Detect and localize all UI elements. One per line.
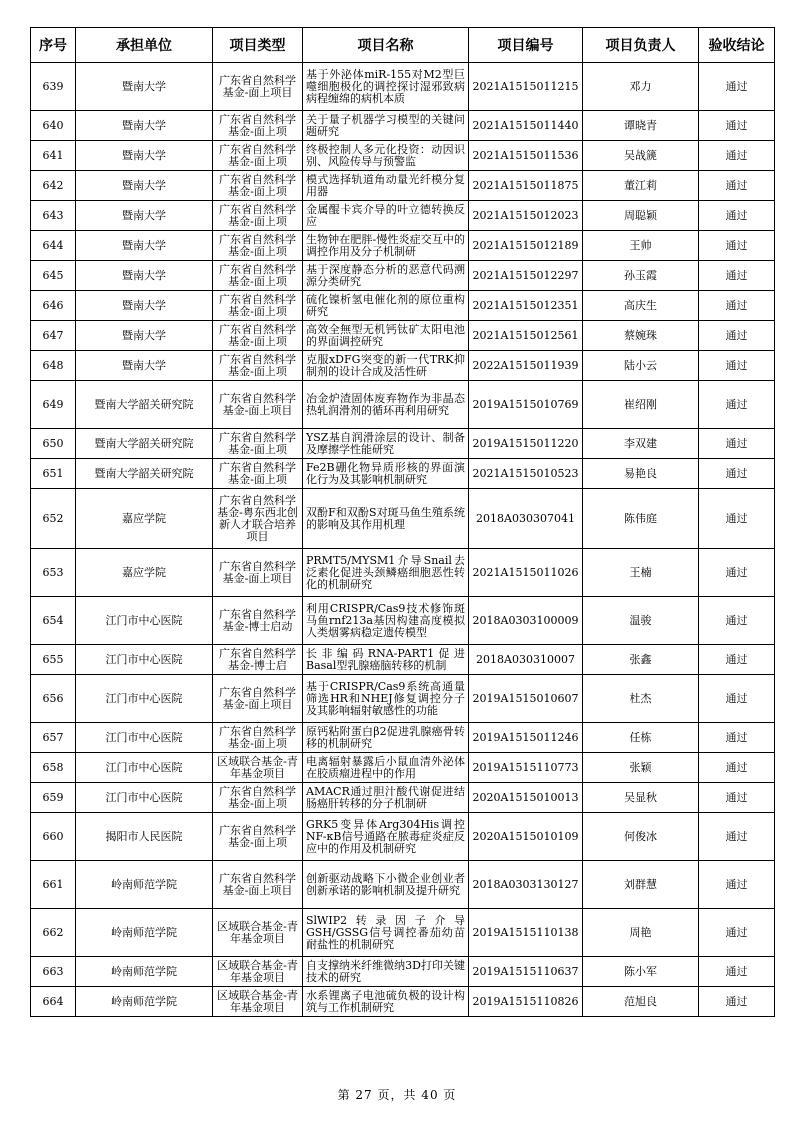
row-leader: 刘群慧 — [583, 861, 699, 909]
header-leader: 项目负责人 — [583, 28, 699, 63]
row-unit: 岭南师范学院 — [76, 861, 213, 909]
table-row — [31, 261, 775, 291]
row-no: 657 — [31, 723, 76, 753]
table-row — [31, 291, 775, 321]
row-result: 通过 — [699, 987, 775, 1017]
row-leader: 范旭良 — [583, 987, 699, 1017]
row-project-name: 硫化镍析氢电催化剂的原位重构研究 — [303, 291, 469, 321]
row-project-name: 利用CRISPR/Cas9技术修饰斑马鱼rnf213a基因构建高度模拟人类烟雾病稳定遗传模型 — [303, 597, 469, 645]
row-leader: 何俊冰 — [583, 813, 699, 861]
row-no: 663 — [31, 957, 76, 987]
table-row — [31, 645, 775, 675]
row-no: 642 — [31, 171, 76, 201]
row-no: 661 — [31, 861, 76, 909]
row-no: 660 — [31, 813, 76, 861]
row-project-name: 关于量子机器学习模型的关键问题研究 — [303, 111, 469, 141]
row-result: 通过 — [699, 549, 775, 597]
row-project-code: 2018A0303130127 — [469, 861, 583, 909]
row-result: 通过 — [699, 489, 775, 549]
row-leader: 谭晓青 — [583, 111, 699, 141]
row-result: 通过 — [699, 753, 775, 783]
row-unit: 暨南大学 — [76, 291, 213, 321]
row-no: 645 — [31, 261, 76, 291]
row-project-name: 自支撑纳米纤维微纳3D打印关键技术的研究 — [303, 957, 469, 987]
row-project-code: 2021A1515012351 — [469, 291, 583, 321]
row-no: 662 — [31, 909, 76, 957]
table-row — [31, 549, 775, 597]
row-type: 广东省自然科学基金-面上项目 — [213, 63, 303, 111]
row-result: 通过 — [699, 957, 775, 987]
row-project-code: 2020A1515010109 — [469, 813, 583, 861]
row-no: 653 — [31, 549, 76, 597]
row-unit: 岭南师范学院 — [76, 909, 213, 957]
row-leader: 易艳良 — [583, 459, 699, 489]
row-result: 通过 — [699, 231, 775, 261]
row-project-name: 金属醌卡宾介导的叶立德转换反应 — [303, 201, 469, 231]
row-type: 区域联合基金-青年基金项目 — [213, 753, 303, 783]
row-project-code: 2019A1515010607 — [469, 675, 583, 723]
row-type: 广东省自然科学基金-面上项 — [213, 261, 303, 291]
row-no: 650 — [31, 429, 76, 459]
row-no: 640 — [31, 111, 76, 141]
row-leader: 王楠 — [583, 549, 699, 597]
row-leader: 邓力 — [583, 63, 699, 111]
row-type: 广东省自然科学基金-博士启 — [213, 645, 303, 675]
row-project-code: 2019A1515110637 — [469, 957, 583, 987]
row-unit: 嘉应学院 — [76, 489, 213, 549]
row-leader: 陆小云 — [583, 351, 699, 381]
row-leader: 周艳 — [583, 909, 699, 957]
table-row — [31, 813, 775, 861]
row-project-name: AMACR通过胆汁酸代谢促进结肠癌肝转移的分子机制研 — [303, 783, 469, 813]
row-project-name: YSZ基自润滑涂层的设计、制备及摩擦学性能研究 — [303, 429, 469, 459]
row-project-name: GRK5变异体Arg304His调控NF-κB信号通路在脓毒症炎症反应中的作用及机制研究 — [303, 813, 469, 861]
row-leader: 吴战篪 — [583, 141, 699, 171]
table-row — [31, 597, 775, 645]
row-unit: 暨南大学 — [76, 321, 213, 351]
table-row — [31, 63, 775, 111]
row-unit: 暨南大学 — [76, 111, 213, 141]
row-type: 广东省自然科学基金-面上项 — [213, 783, 303, 813]
row-project-code: 2019A1515011220 — [469, 429, 583, 459]
row-unit: 江门市中心医院 — [76, 783, 213, 813]
row-result: 通过 — [699, 909, 775, 957]
table-row — [31, 381, 775, 429]
row-type: 区域联合基金-青年基金项目 — [213, 957, 303, 987]
row-project-name: 高效全無型无机钙钛矿太阳电池的界面调控研究 — [303, 321, 469, 351]
row-type: 广东省自然科学基金-面上项目 — [213, 549, 303, 597]
row-unit: 江门市中心医院 — [76, 753, 213, 783]
row-unit: 岭南师范学院 — [76, 987, 213, 1017]
row-no: 639 — [31, 63, 76, 111]
row-no: 664 — [31, 987, 76, 1017]
row-no: 651 — [31, 459, 76, 489]
row-result: 通过 — [699, 171, 775, 201]
row-type: 广东省自然科学基金-面上项 — [213, 111, 303, 141]
page-number-footer: 第 27 页，共 40 页 — [337, 1088, 457, 1102]
row-project-code: 2018A0303100009 — [469, 597, 583, 645]
row-no: 649 — [31, 381, 76, 429]
table-row — [31, 861, 775, 909]
row-unit: 暨南大学 — [76, 201, 213, 231]
row-unit: 暨南大学 — [76, 231, 213, 261]
table-row — [31, 489, 775, 549]
row-type: 广东省自然科学基金-面上项 — [213, 141, 303, 171]
row-leader: 陈伟庭 — [583, 489, 699, 549]
table-header-row — [31, 28, 775, 63]
table-row — [31, 753, 775, 783]
row-type: 广东省自然科学基金-面上项 — [213, 321, 303, 351]
row-project-code: 2021A1515012561 — [469, 321, 583, 351]
row-unit: 江门市中心医院 — [76, 723, 213, 753]
row-leader: 陈小军 — [583, 957, 699, 987]
table-row — [31, 987, 775, 1017]
row-type: 区域联合基金-青年基金项目 — [213, 987, 303, 1017]
header-name: 项目名称 — [303, 28, 469, 63]
row-no: 659 — [31, 783, 76, 813]
row-project-name: 基于深度静态分析的恶意代码溯源分类研究 — [303, 261, 469, 291]
row-result: 通过 — [699, 723, 775, 753]
row-type: 广东省自然科学基金-面上项目 — [213, 675, 303, 723]
row-project-name: 模式选择轨道角动量光纤模分复用器 — [303, 171, 469, 201]
row-unit: 暨南大学 — [76, 261, 213, 291]
row-result: 通过 — [699, 645, 775, 675]
row-result: 通过 — [699, 429, 775, 459]
table-row — [31, 459, 775, 489]
row-no: 647 — [31, 321, 76, 351]
row-project-code: 2019A1515110138 — [469, 909, 583, 957]
row-project-code: 2019A1515011246 — [469, 723, 583, 753]
row-result: 通过 — [699, 63, 775, 111]
row-project-name: 电离辐射暴露后小鼠血清外泌体在胶质瘤进程中的作用 — [303, 753, 469, 783]
header-code: 项目编号 — [469, 28, 583, 63]
row-leader: 张鑫 — [583, 645, 699, 675]
row-type: 广东省自然科学基金-面上项 — [213, 231, 303, 261]
row-project-code: 2021A1515012023 — [469, 201, 583, 231]
row-type: 广东省自然科学基金-面上项目 — [213, 381, 303, 429]
row-no: 654 — [31, 597, 76, 645]
table-row — [31, 171, 775, 201]
table-row — [31, 141, 775, 171]
row-no: 652 — [31, 489, 76, 549]
row-project-code: 2021A1515011215 — [469, 63, 583, 111]
row-leader: 温骏 — [583, 597, 699, 645]
row-leader: 吴显秋 — [583, 783, 699, 813]
row-project-name: 创新驱动战略下小微企业创业者创新承诺的影响机制及提升研究 — [303, 861, 469, 909]
row-unit: 暨南大学韶关研究院 — [76, 459, 213, 489]
row-type: 广东省自然科学基金-面上项目 — [213, 861, 303, 909]
row-type: 广东省自然科学基金-面上项 — [213, 459, 303, 489]
row-type: 广东省自然科学基金-博士启动 — [213, 597, 303, 645]
row-project-name: 双酚F和双酚S对斑马鱼生殖系统的影响及其作用机理 — [303, 489, 469, 549]
row-result: 通过 — [699, 459, 775, 489]
row-leader: 周聪颖 — [583, 201, 699, 231]
row-leader: 孙玉霞 — [583, 261, 699, 291]
row-unit: 暨南大学 — [76, 63, 213, 111]
header-no: 序号 — [31, 28, 76, 63]
row-project-name: 水系锂离子电池硫负极的设计构筑与工作机制研究 — [303, 987, 469, 1017]
row-result: 通过 — [699, 261, 775, 291]
row-result: 通过 — [699, 111, 775, 141]
row-type: 广东省自然科学基金-粤东西北创新人才联合培养项目 — [213, 489, 303, 549]
row-result: 通过 — [699, 291, 775, 321]
row-leader: 张颖 — [583, 753, 699, 783]
row-project-code: 2022A1515011939 — [469, 351, 583, 381]
row-unit: 揭阳市人民医院 — [76, 813, 213, 861]
row-type: 区域联合基金-青年基金项目 — [213, 909, 303, 957]
row-result: 通过 — [699, 141, 775, 171]
row-leader: 王帅 — [583, 231, 699, 261]
row-unit: 江门市中心医院 — [76, 645, 213, 675]
row-project-name: 克服xDFG突变的新一代TRK抑制剂的设计合成及活性研 — [303, 351, 469, 381]
row-project-name: 生物钟在肥胖-慢性炎症交互中的调控作用及分子机制研 — [303, 231, 469, 261]
row-no: 648 — [31, 351, 76, 381]
row-result: 通过 — [699, 321, 775, 351]
row-project-code: 2019A1515010769 — [469, 381, 583, 429]
row-project-code: 2019A1515110773 — [469, 753, 583, 783]
row-result: 通过 — [699, 813, 775, 861]
row-project-name: Fe2B硼化物异质形核的界面演化行为及其影响机制研究 — [303, 459, 469, 489]
row-type: 广东省自然科学基金-面上项 — [213, 429, 303, 459]
row-result: 通过 — [699, 861, 775, 909]
row-result: 通过 — [699, 351, 775, 381]
table-row — [31, 783, 775, 813]
row-type: 广东省自然科学基金-面上项 — [213, 171, 303, 201]
row-project-code: 2021A1515011875 — [469, 171, 583, 201]
project-acceptance-table — [30, 27, 775, 1017]
table-row — [31, 321, 775, 351]
row-project-code: 2021A1515011536 — [469, 141, 583, 171]
row-project-code: 2021A1515012297 — [469, 261, 583, 291]
row-leader: 杜杰 — [583, 675, 699, 723]
row-no: 646 — [31, 291, 76, 321]
row-leader: 蔡婉珠 — [583, 321, 699, 351]
row-unit: 江门市中心医院 — [76, 675, 213, 723]
row-no: 644 — [31, 231, 76, 261]
row-no: 641 — [31, 141, 76, 171]
row-leader: 董江莉 — [583, 171, 699, 201]
row-result: 通过 — [699, 675, 775, 723]
document-page — [30, 27, 774, 1017]
row-project-code: 2021A1515012189 — [469, 231, 583, 261]
row-unit: 暨南大学 — [76, 141, 213, 171]
table-row — [31, 351, 775, 381]
row-unit: 江门市中心医院 — [76, 597, 213, 645]
table-row — [31, 675, 775, 723]
row-project-name: 基于CRISPR/Cas9系统高通量筛选HR和NHEJ修复调控分子及其影响辐射敏感性的功能 — [303, 675, 469, 723]
row-project-name: 终极控制人多元化投资：动因识别、风险传导与预警监 — [303, 141, 469, 171]
row-unit: 嘉应学院 — [76, 549, 213, 597]
row-project-name: 基于外泌体miR-155对M2型巨噬细胞极化的调控探讨湿邪致病病程缠绵的病机本质 — [303, 63, 469, 111]
header-unit: 承担单位 — [76, 28, 213, 63]
table-row — [31, 723, 775, 753]
row-project-code: 2021A1515011026 — [469, 549, 583, 597]
table-row — [31, 201, 775, 231]
row-project-code: 2019A1515110826 — [469, 987, 583, 1017]
row-project-code: 2021A1515011440 — [469, 111, 583, 141]
row-project-code: 2020A1515010013 — [469, 783, 583, 813]
row-type: 广东省自然科学基金-面上项 — [213, 201, 303, 231]
row-leader: 高庆生 — [583, 291, 699, 321]
row-unit: 暨南大学韶关研究院 — [76, 429, 213, 459]
table-row — [31, 231, 775, 261]
row-project-name: 冶金炉渣固体废弃物作为非晶态热轧润滑剂的循环再利用研究 — [303, 381, 469, 429]
row-project-code: 2021A1515010523 — [469, 459, 583, 489]
row-no: 655 — [31, 645, 76, 675]
header-type: 项目类型 — [213, 28, 303, 63]
row-type: 广东省自然科学基金-面上项 — [213, 351, 303, 381]
row-project-name: 原钙粘附蛋白β2促进乳腺癌骨转移的机制研究 — [303, 723, 469, 753]
row-project-code: 2018A030310007 — [469, 645, 583, 675]
table-row — [31, 909, 775, 957]
row-unit: 暨南大学 — [76, 351, 213, 381]
row-project-name: SlWIP2转录因子介导GSH/GSSG信号调控番茄幼苗耐盐性的机制研究 — [303, 909, 469, 957]
header-result: 验收结论 — [699, 28, 775, 63]
row-result: 通过 — [699, 597, 775, 645]
row-result: 通过 — [699, 201, 775, 231]
row-unit: 岭南师范学院 — [76, 957, 213, 987]
row-leader: 崔绍刚 — [583, 381, 699, 429]
table-row — [31, 957, 775, 987]
row-no: 656 — [31, 675, 76, 723]
row-result: 通过 — [699, 783, 775, 813]
row-type: 广东省自然科学基金-面上项 — [213, 291, 303, 321]
row-project-code: 2018A030307041 — [469, 489, 583, 549]
row-leader: 任栋 — [583, 723, 699, 753]
row-type: 广东省自然科学基金-面上项 — [213, 723, 303, 753]
row-unit: 暨南大学 — [76, 171, 213, 201]
row-no: 658 — [31, 753, 76, 783]
row-result: 通过 — [699, 381, 775, 429]
table-row — [31, 111, 775, 141]
row-type: 广东省自然科学基金-面上项 — [213, 813, 303, 861]
row-no: 643 — [31, 201, 76, 231]
row-unit: 暨南大学韶关研究院 — [76, 381, 213, 429]
row-project-name: 长非编码RNA-PART1促进Basal型乳腺癌脑转移的机制 — [303, 645, 469, 675]
table-row — [31, 429, 775, 459]
row-leader: 李双建 — [583, 429, 699, 459]
row-project-name: PRMT5/MYSM1介导Snail去泛素化促进头颈鳞癌细胞恶性转化的机制研究 — [303, 549, 469, 597]
